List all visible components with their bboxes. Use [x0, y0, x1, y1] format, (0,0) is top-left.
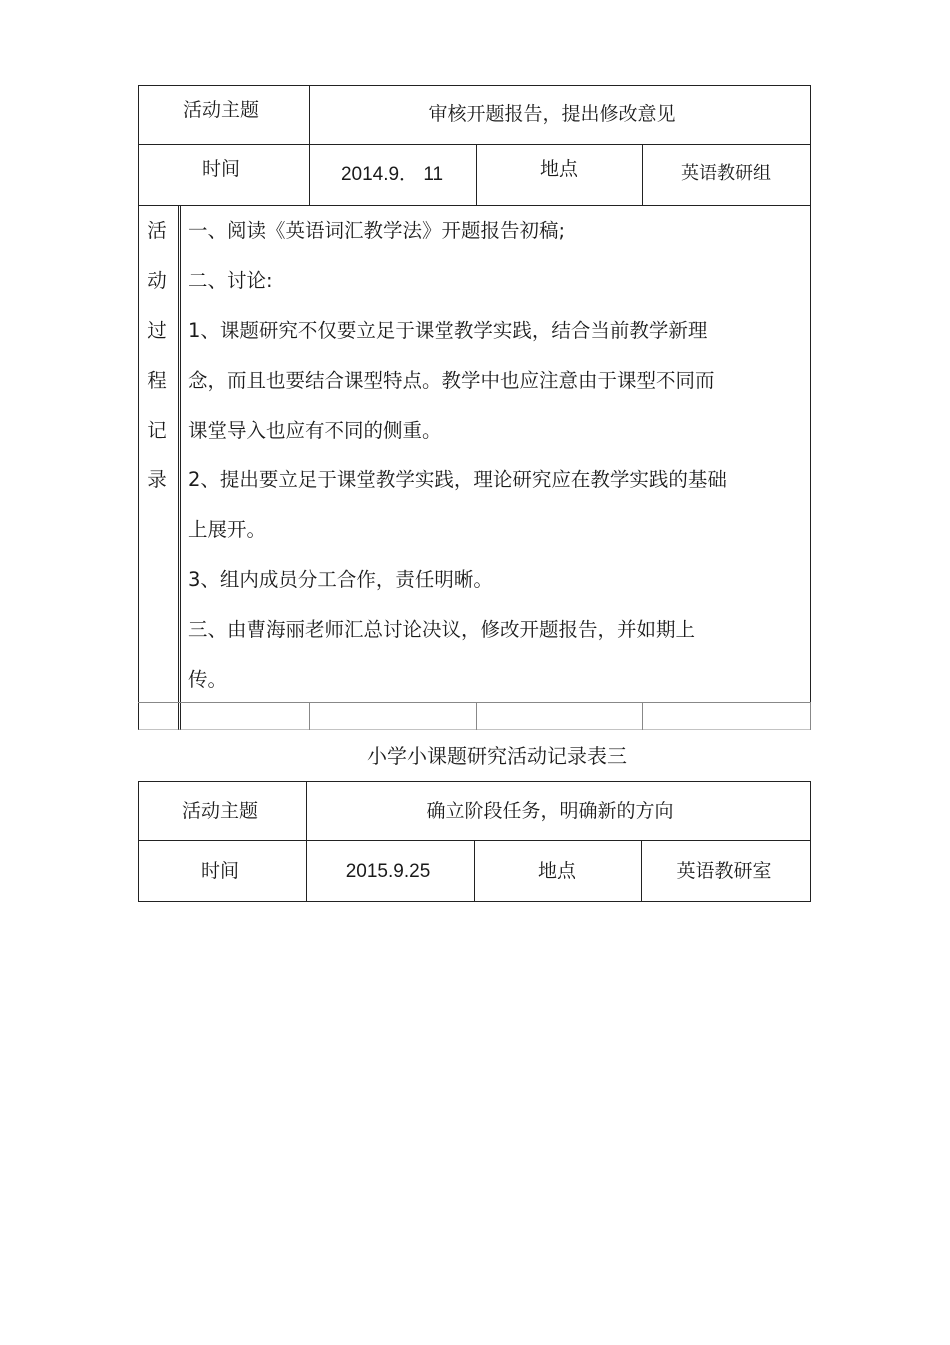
- time-value: 2014.9． 11: [340, 164, 444, 185]
- record-line: 上展开。: [188, 518, 267, 541]
- record-label-char: 程: [147, 369, 167, 392]
- table-heading: 小学小课题研究活动记录表三: [367, 744, 627, 768]
- record-label-char: 记: [147, 419, 167, 442]
- place-value: 英语教研组: [681, 163, 771, 184]
- record-line: 课堂导入也应有不同的侧重。: [188, 419, 442, 442]
- record-line: 1、课题研究不仅要立足于课堂教学实践，结合当前教学新理: [188, 319, 708, 342]
- time-value: 2015.9.25: [345, 861, 431, 882]
- record-line: 二、讨论:: [188, 269, 273, 292]
- record-label-char: 过: [147, 319, 167, 342]
- record-label-char: 录: [147, 468, 167, 491]
- record-label-char: 动: [147, 269, 167, 292]
- time-label: 时间: [200, 860, 240, 882]
- topic-value: 审核开题报告，提出修改意见: [428, 103, 676, 125]
- place-label: 地点: [539, 158, 579, 180]
- record-line: 一、阅读《英语词汇教学法》开题报告初稿;: [188, 219, 566, 242]
- topic-label: 活动主题: [182, 99, 260, 121]
- record-line: 3、组内成员分工合作，责任明晰。: [188, 568, 493, 591]
- record-label-char: 活: [147, 219, 167, 242]
- record-line: 2、提出要立足于课堂教学实践，理论研究应在教学实践的基础: [188, 468, 727, 491]
- place-value: 英语教研室: [676, 860, 772, 882]
- record-line: 三、由曹海丽老师汇总讨论决议，修改开题报告，并如期上: [188, 618, 696, 641]
- record-line: 念，而且也要结合课型特点。教学中也应注意由于课型不同而: [188, 369, 715, 392]
- time-label: 时间: [201, 158, 241, 180]
- topic-value: 确立阶段任务，明确新的方向: [426, 800, 674, 822]
- record-line: 传。: [188, 668, 228, 691]
- topic-label: 活动主题: [181, 800, 259, 822]
- place-label: 地点: [537, 860, 577, 882]
